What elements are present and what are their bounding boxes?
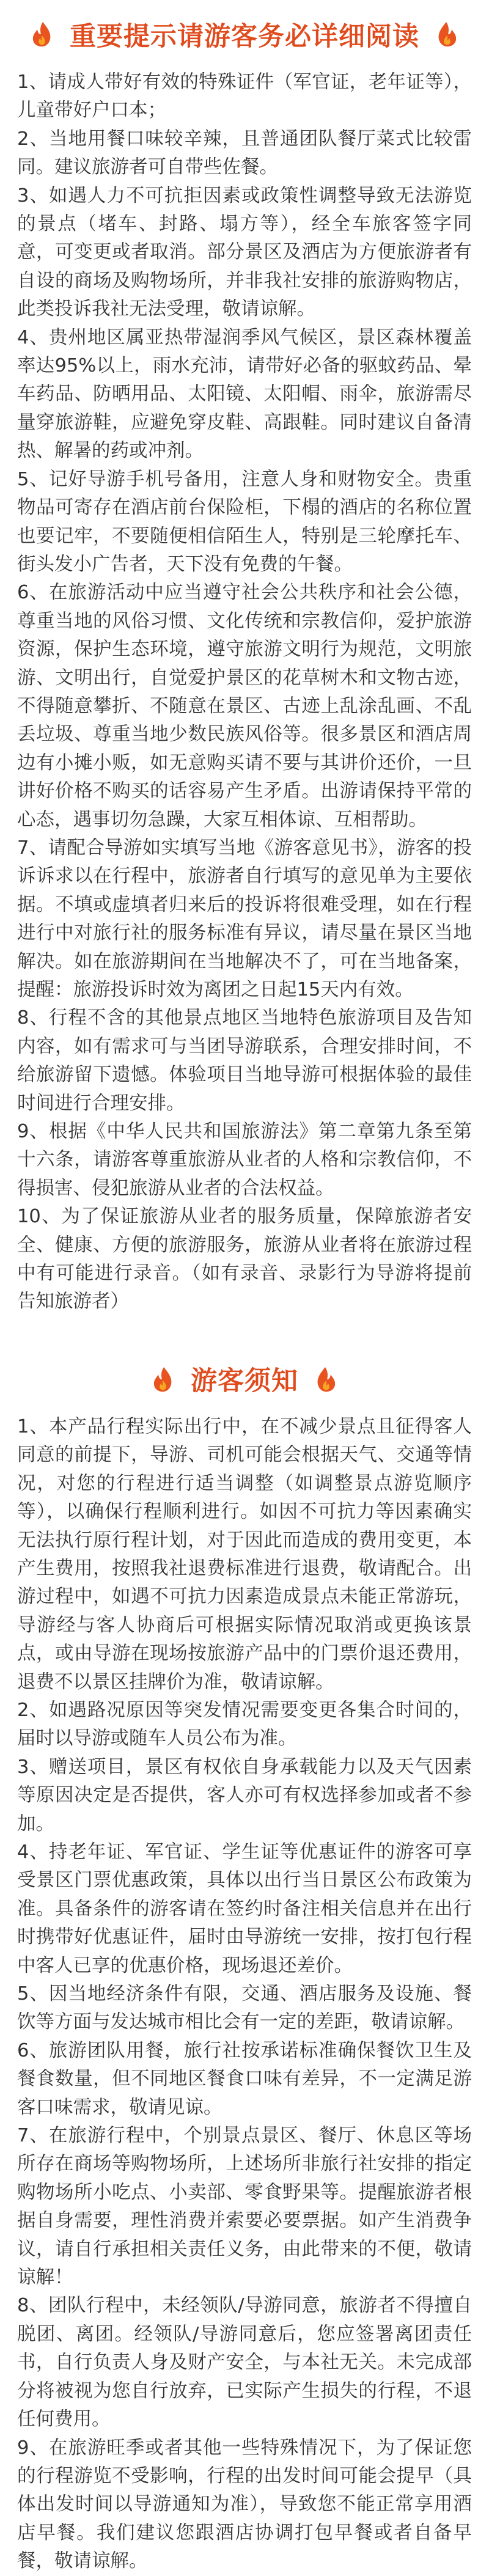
flame-icon	[150, 1366, 175, 1393]
notice-item: 8、行程不含的其他景点地区当地特色旅游项目及告知内容，如有需求可与当团导游联系，合理安排时间，不给旅游留下遗憾。体验项目当地导游可根据体验的最佳时间进行合理安排。	[17, 1007, 472, 1114]
notice-item: 9、根据《中华人民共和国旅游法》第二章第九条至第十六条，请游客尊重旅游从业者的人格和宗教信仰，不得损害、侵犯旅游从业者的合法权益。	[17, 1121, 472, 1199]
notice-item: 7、在旅游行程中，个别景点景区、餐厅、休息区等场所存在商场等购物场所，上述场所非旅行社安排的指定购物场所小吃点、小卖部、零食野果等。提醒旅游者根据自身需要，理性消费并索要必要票据。如产生消费争议，请自行承担相关责任义务，由此带来的不便，敬请谅解！	[17, 2125, 472, 2289]
flame-icon	[29, 21, 54, 48]
flame-icon	[314, 1366, 339, 1393]
important-notice-list	[17, 68, 472, 1316]
notice-item: 9、在旅游旺季或者其他一些特殊情况下，为了保证您的行程游览不受影响，行程的出发时间可能会提早（具体出发时间以导游通知为准），导致您不能正常享用酒店早餐。我们建议您跟酒店协调打包早餐或者自备早餐，敬请谅解。	[17, 2437, 472, 2572]
notice-item: 2、如遇路况原因等突发情况需要变更各集合时间的，届时以导游或随车人员公布为准。	[17, 1699, 472, 1750]
tourist-notice-list	[17, 1413, 472, 2576]
notice-item: 2、当地用餐口味较辛辣，且普通团队餐厅菜式比较雷同。建议旅游者可自带些佐餐。	[17, 128, 472, 178]
notice-item: 1、请成人带好有效的特殊证件（军官证，老年证等），儿童带好户口本；	[17, 72, 472, 122]
notice-item: 6、旅游团队用餐，旅行社按承诺标准确保餐饮卫生及餐食数量，但不同地区餐食口味有差异，不一定满足游客口味需求，敬请见谅。	[17, 2039, 472, 2118]
notice-item: 3、赠送项目，景区有权依自身承载能力以及天气因素等原因决定是否提供，客人亦可有权选择参加或者不参加。	[17, 1756, 472, 1835]
notice-item: 3、如遇人力不可抗拒因素或政策性调整导致无法游览的景点（堵车、封路、塌方等），经全车旅客签字同意，可变更或者取消。部分景区及酒店为方便旅游者有自设的商场及购物场所，并非我社安排的旅游购物店，此类投诉我社无法受理，敬请谅解。	[17, 185, 472, 320]
notice-item: 8、团队行程中，未经领队/导游同意，旅游者不得擅自脱团、离团。经领队/导游同意后，您应签署离团责任书，自行负责人身及财产安全，与本社无关。未完成部分将被视为您自行放弃，已实际产生损失的行程，不退任何费用。	[17, 2295, 472, 2431]
important-notice-header	[17, 0, 472, 68]
tourist-notice-header	[17, 1346, 472, 1413]
notice-item: 4、贵州地区属亚热带湿润季风气候区，景区森林覆盖率达95%以上，雨水充沛，请带好必备的驱蚊药品、晕车药品、防晒用品、太阳镜、太阳帽、雨伞，旅游需尽量穿旅游鞋，应避免穿皮鞋、高跟鞋。同时建议自备清热、解暑的药或冲剂。	[17, 326, 472, 462]
section-title: 游客须知	[191, 1366, 298, 1397]
flame-icon	[435, 21, 460, 48]
notice-item: 1、本产品行程实际出行中，在不减少景点且征得客人同意的前提下，导游、司机可能会根据天气、交通等情况，对您的行程进行适当调整（如调整景点游览顺序等），以确保行程顺利进行。如因不可抗力等因素确实无法执行原行程计划，对于因此而造成的费用变更，本产生费用，按照我社退费标准进行退费，敬请配合。出游过程中，如遇不可抗力因素造成景点未能正常游玩，导游经与客人协商后可根据实际情况取消或更换该景点，或由导游在现场按旅游产品中的门票价退还费用，退费不以景区挂牌价为准，敬请谅解。	[17, 1415, 472, 1693]
section-title: 重要提示请游客务必详细阅读	[70, 21, 419, 52]
notice-item: 10、为了保证旅游从业者的服务质量，保障旅游者安全、健康、方便的旅游服务，旅游从业者将在旅游过程中有可能进行录音。（如有录音、录影行为导游将提前告知旅游者）	[17, 1206, 472, 1313]
notice-item: 5、因当地经济条件有限，交通、酒店服务及设施、餐饮等方面与发达城市相比会有一定的差距，敬请谅解。	[17, 1983, 472, 2033]
notice-item: 7、请配合导游如实填写当地《游客意见书》，游客的投诉诉求以在行程中，旅游者自行填写的意见单为主要依据。不填或虚填者归来后的投诉将很难受理，如在行程进行中对旅行社的服务标准有异议，请尽量在景区当地解决。如在旅游期间在当地解决不了，可在当地备案，提醒：旅游投诉时效为离团之日起15天内有效。	[17, 837, 472, 1000]
notice-item: 5、记好导游手机号备用，注意人身和财物安全。贵重物品可寄存在酒店前台保险柜，下榻的酒店的名称位置也要记牢，不要随便相信陌生人，特别是三轮摩托车、街头发小广告者，天下没有免费的午餐。	[17, 468, 472, 575]
notice-item: 4、持老年证、军官证、学生证等优惠证件的游客可享受景区门票优惠政策，具体以出行当日景区公布政策为准。具备条件的游客请在签约时备注相关信息并在出行时携带好优惠证件，届时由导游统一安排，按打包行程中客人已享的优惠价格，现场退还差价。	[17, 1841, 472, 1976]
notice-item: 6、在旅游活动中应当遵守社会公共秩序和社会公德，尊重当地的风俗习惯、文化传统和宗教信仰，爱护旅游资源，保护生态环境，遵守旅游文明行为规范，文明旅游、文明出行，自觉爱护景区的花草树木和文物古迹，不得随意攀折、不随意在景区、古迹上乱涂乱画、不乱丢垃圾、尊重当地少数民族风俗等。很多景区和酒店周边有小摊小贩，如无意购买请不要与其讲价还价，一旦讲好价格不购买的话容易产生矛盾。出游请保持平常的心态，遇事切勿急躁，大家互相体谅、互相帮助。	[17, 582, 472, 831]
